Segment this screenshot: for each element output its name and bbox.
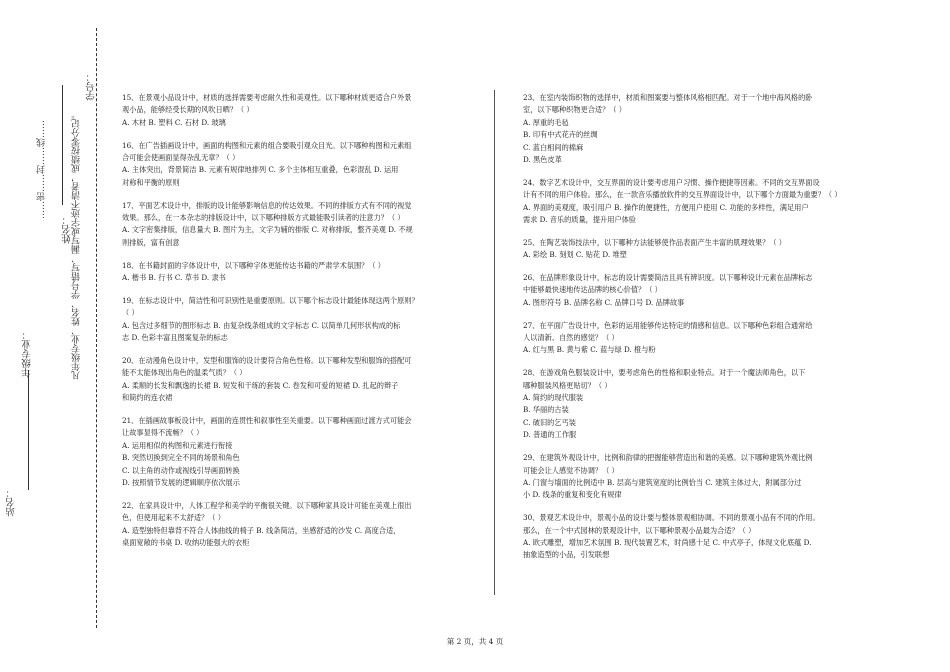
question-block [122,200,465,250]
question-line: A. 楷书 B. 行书 C. 草书 D. 隶书 [122,273,226,283]
question-block [523,177,868,227]
question-line: A. 红与黑 B. 黄与紫 C. 蓝与绿 D. 橙与粉 [523,345,656,355]
question-line: 室，以下哪种织物更合适？（ ） [523,105,626,115]
question-line: C. 以主角的动作或视线引导画面转换 [122,465,240,475]
question-line: 15、在景观小品设计中，材质的选择需要考虑耐久性和美观性。以下哪种材质更适合户外景 [122,93,412,102]
question-block [523,367,868,441]
cut-line-text: ……密……封……线…… [37,120,47,219]
question-line: 16、在广告插画设计中，画面的构图和元素的组合要吸引观众目光。以下哪种构图和元素组 [122,140,412,150]
question-line: C. 破旧的乞丐装 [523,417,576,427]
question-line: 20、在动漫角色设计中，发型和服饰的设计要符合角色性格。以下哪种发型和服饰的搭配可 [122,355,412,365]
question-line: D. 按照情节发展的逻辑顺序依次展示 [122,477,240,487]
question-line: 观小品，能够经受长期的风吹日晒？（ ） [122,105,254,115]
instructions-text: 凡年级专业、姓名、学号错写、漏写或字迹不清者，成绩按零分记。 [72,110,82,380]
question-line: A. 包含过多细节的图形标志 B. 由复杂线条组成的文字标志 C. 以简单几何形状构成的标 [122,320,401,330]
question-line: 对称和平衡的原则 [122,177,180,187]
question-line: 则排版，富有创意 [122,237,180,247]
question-block [523,320,868,357]
question-line: 桌面宽敞的书桌 D. 收纳功能强大的衣柜 [122,537,250,547]
question-line: 哪种服装风格更贴切？（ ） [523,380,612,390]
question-line: 29、在建筑外观设计中，比例和韵律的把握能够营造出和谐的美感。以下哪种建筑外观比例 [523,453,813,463]
question-block [523,92,868,166]
question-line: D. 黑色皮革 [523,155,562,165]
question-line: 中能够最快速地传达品牌的核心价值？（ ） [523,285,662,295]
question-block [122,140,465,190]
question-line: D. 普通的工作服 [523,430,577,440]
question-line: 能不太能体现出角色的温柔气质？（ ） [122,368,247,378]
question-line: 23、在室内装饰织物的选择中，材质和图案要与整体风格相匹配。对于一个地中海风格的卧 [523,93,813,102]
page-footer: 第 2 页，共 4 页 [446,637,504,646]
question-line: 和简约的连衣裙 [122,393,173,403]
question-line: 小 D. 线条的重复和变化有规律 [523,490,622,500]
question-line: B. 华丽的古装 [523,405,569,415]
question-line: 27、在平面广告设计中，色彩的运用能够传达特定的情感和信息。以下哪种色彩组合通常给 [523,320,813,330]
question-block [122,295,465,345]
answer-blank-line [28,370,29,490]
question-line: 26、在品牌形象设计中，标志的设计需要简洁且具有辨识度。以下哪种设计元素在品牌标志 [523,273,813,283]
question-line: 需求 D. 音乐的质量，提升用户体验 [523,215,636,225]
question-block [523,272,868,309]
question-line: 30、景观艺术设计中，景观小品的设计要与整体景观相协调。不同的景观小品有不同的作用。 [523,513,820,523]
student-id-label: 学号： [86,72,97,101]
column-divider [494,90,495,595]
question-line: A. 主体突出，背景简洁 B. 元素有规律地排列 C. 多个主体相互重叠，色彩混乱 D. 运用 [122,165,399,175]
question-block [122,92,465,129]
questions-left-column [122,92,465,560]
question-line: A. 门窗与墙面的比例适中 B. 层高与建筑宽度的比例恰当 C. 建筑主体过大，附属部分过 [523,477,802,487]
question-line: 25、在陶艺装饰技法中，以下哪种方法能够使作品表面产生丰富的肌理效果？（ ） [523,237,786,247]
question-line: A. 欧式雕塑，增加艺术氛围 B. 现代装置艺术，时尚感十足 C. 中式亭子，体现文化底蕴 D. [523,537,812,547]
question-line: 21、在插画故事板设计中，画面的连贯性和叙事性至关重要。以下哪种画面过渡方式可能会 [122,415,412,425]
question-line: 色，但使用起来不太舒适？（ ） [122,513,225,523]
question-line: 22、在家具设计中，人体工程学和美学的平衡很关键。以下哪种家具设计可能在美观上很出 [122,500,412,510]
question-line: A. 运用相似的构图和元素进行衔接 [122,440,233,450]
question-line: A. 木材 B. 塑料 C. 石材 D. 玻璃 [122,117,226,127]
question-block [523,512,868,562]
name-label: 姓名： [62,215,73,244]
question-line: A. 造型独特但靠背不符合人体曲线的椅子 B. 线条简洁，坐感舒适的沙发 C. 高度合适， [122,525,401,535]
question-line: 那么，在一个中式园林的景观设计中，以下哪种景观小品最为合适？（ ） [523,525,756,535]
question-line: 17、平面艺术设计中，排版的设计能够影响信息的传达效果。不同的排版方式有不同的视觉 [122,200,412,210]
question-block [122,415,465,489]
question-line: 抽象造型的小品，引发联想 [523,550,610,560]
question-line: A. 柔顺的长发和飘逸的长裙 B. 短发和干练的套装 C. 卷发和可爱的短裙 D. 扎起的辫子 [122,380,399,390]
question-line: 19、在标志设计中，简洁性和可识别性是重要原则。以下哪个标志设计最能体现这两个原则？ [122,295,419,305]
question-block [523,452,868,502]
question-line: 效果。那么，在一本杂志的排版设计中，以下哪种排版方式最能吸引读者的注意力？（ ） [122,213,405,223]
question-line: C. 蓝白相间的棉麻 [523,142,584,152]
question-line: 合可能会使画面显得杂乱无章？（ ） [122,153,240,163]
answer-blank-line [62,85,63,205]
question-block [122,500,465,550]
question-block [122,260,465,285]
question-line: 让故事显得不流畅？（ ） [122,428,204,438]
question-block [523,237,868,262]
question-line: A. 界面的美观度，吸引用户 B. 操作的便捷性，方便用户使用 C. 功能的多样性，满足用户 [523,202,809,212]
question-line: A. 图形符号 B. 品牌名称 C. 品牌口号 D. 品牌故事 [523,297,685,307]
binding-margin [0,0,110,672]
question-line: 人以清新、自然的感觉？（ ） [523,333,619,343]
question-line: A. 彩绘 B. 刻划 C. 贴花 D. 堆塑 [523,250,627,260]
question-line: 24、数字艺术设计中，交互界面的设计要考虑用户习惯、操作便捷等因素。不同的交互界面设 [523,177,820,187]
question-line: 18、在书籍封面的字体设计中，以下哪种字体更能传达书籍的严肃学术氛围？（ ） [122,260,385,270]
school-label: 站名： [6,488,17,517]
question-line: B. 印有中式花卉的丝绸 [523,130,598,140]
question-line: A. 文字密集排版，信息量大 B. 图片为主，文字为辅的排版 C. 对称排版，整齐美观 D. 不规 [122,225,413,235]
question-line: A. 厚重的毛毡 [523,117,569,127]
question-block [122,355,465,405]
question-line: 可能会让人感觉不协调？（ ） [523,465,619,475]
question-line: 计有不同的用户体验。那么，在一款音乐播放软件的交互界面设计中，以下哪个方面最为重要？（ ） [523,190,842,200]
cut-line-outer [96,28,97,628]
question-line: 28、在游戏角色服装设计中，要考虑角色的性格和职业特点。对于一个魔法师角色，以下 [523,368,806,378]
class-label: 年级专业： [22,330,33,378]
questions-right-column [523,92,868,572]
question-line: （ ） [122,308,139,318]
question-line: B. 突然切换到完全不同的场景和角色 [122,453,240,463]
question-line: A. 简约的现代服装 [523,393,584,403]
question-line: 志 D. 色彩丰富且图案复杂的标志 [122,333,228,343]
